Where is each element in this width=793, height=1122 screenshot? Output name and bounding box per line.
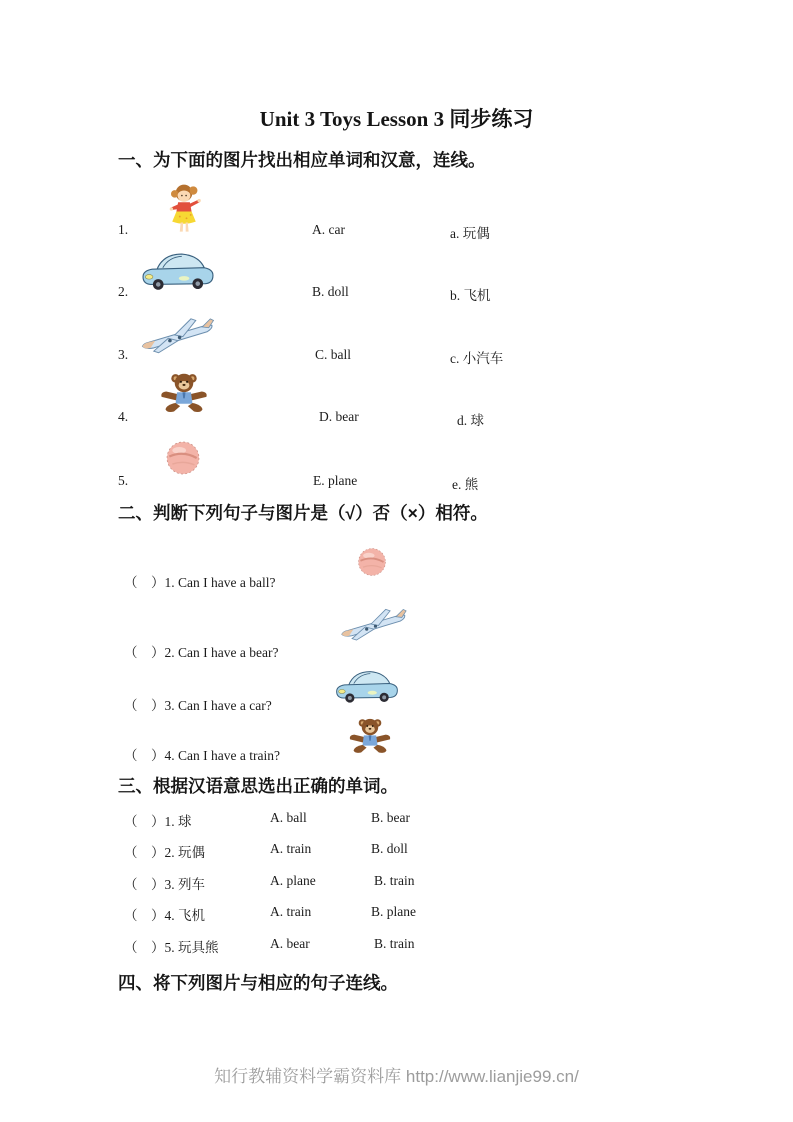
match-row-number: 4. xyxy=(118,409,129,424)
match-row-number: 5. xyxy=(118,473,129,488)
match-word-option: A. car xyxy=(312,222,345,237)
choice-option-a: A. train xyxy=(270,841,312,856)
choice-option-a: A. plane xyxy=(270,873,316,888)
match-row-number: 3. xyxy=(118,347,129,362)
judge-question: （ ）3. Can I have a car? xyxy=(124,698,272,713)
ball-toy-image xyxy=(352,546,392,578)
choice-option-b: B. train xyxy=(374,873,415,888)
ball-toy-image xyxy=(164,439,202,477)
page-title: Unit 3 Toys Lesson 3 同步练习 xyxy=(259,107,534,131)
match-meaning-option: d. 球 xyxy=(457,413,484,428)
match-row-number: 2. xyxy=(118,284,129,299)
choice-stem: （ ）2. 玩偶 xyxy=(124,845,205,860)
match-word-option: B. doll xyxy=(312,284,349,299)
plane-toy-image xyxy=(137,314,219,356)
choice-stem: （ ）5. 玩具熊 xyxy=(124,940,219,955)
judge-question: （ ）1. Can I have a ball? xyxy=(124,575,276,590)
plane-toy-image xyxy=(333,605,415,643)
section4-heading: 四、将下列图片与相应的句子连线。 xyxy=(118,973,398,993)
choice-option-b: B. train xyxy=(374,936,415,951)
match-word-option: C. ball xyxy=(315,347,351,362)
match-meaning-option: a. 玩偶 xyxy=(450,226,490,241)
match-row-number: 1. xyxy=(118,222,129,237)
match-meaning-option: b. 飞机 xyxy=(450,288,491,303)
section2-heading: 二、判断下列句子与图片是（√）否（×）相符。 xyxy=(118,503,488,523)
car-toy-image xyxy=(140,245,216,295)
match-meaning-option: c. 小汽车 xyxy=(450,351,504,366)
doll-toy-image xyxy=(163,183,205,235)
choice-option-a: A. ball xyxy=(270,810,307,825)
bear-toy-image xyxy=(157,368,211,418)
bear-toy-image xyxy=(346,715,394,757)
section3-heading: 三、根据汉语意思选出正确的单词。 xyxy=(118,776,398,796)
choice-option-a: A. bear xyxy=(270,936,310,951)
choice-option-b: B. bear xyxy=(371,810,410,825)
match-word-option: D. bear xyxy=(319,409,359,424)
choice-stem: （ ）3. 列车 xyxy=(124,877,205,892)
section1-heading: 一、为下面的图片找出相应单词和汉意，连线。 xyxy=(118,150,486,170)
choice-option-a: A. train xyxy=(270,904,312,919)
match-meaning-option: e. 熊 xyxy=(452,477,479,492)
footer-watermark: 知行教辅资料学霸资料库 http://www.lianjie99.cn/ xyxy=(214,1067,579,1086)
car-toy-image xyxy=(334,665,400,706)
judge-question: （ ）4. Can I have a train? xyxy=(124,748,280,763)
match-word-option: E. plane xyxy=(313,473,358,488)
choice-option-b: B. plane xyxy=(371,904,416,919)
choice-stem: （ ）4. 飞机 xyxy=(124,908,205,923)
choice-stem: （ ）1. 球 xyxy=(124,814,192,829)
judge-question: （ ）2. Can I have a bear? xyxy=(124,645,279,660)
choice-option-b: B. doll xyxy=(371,841,408,856)
